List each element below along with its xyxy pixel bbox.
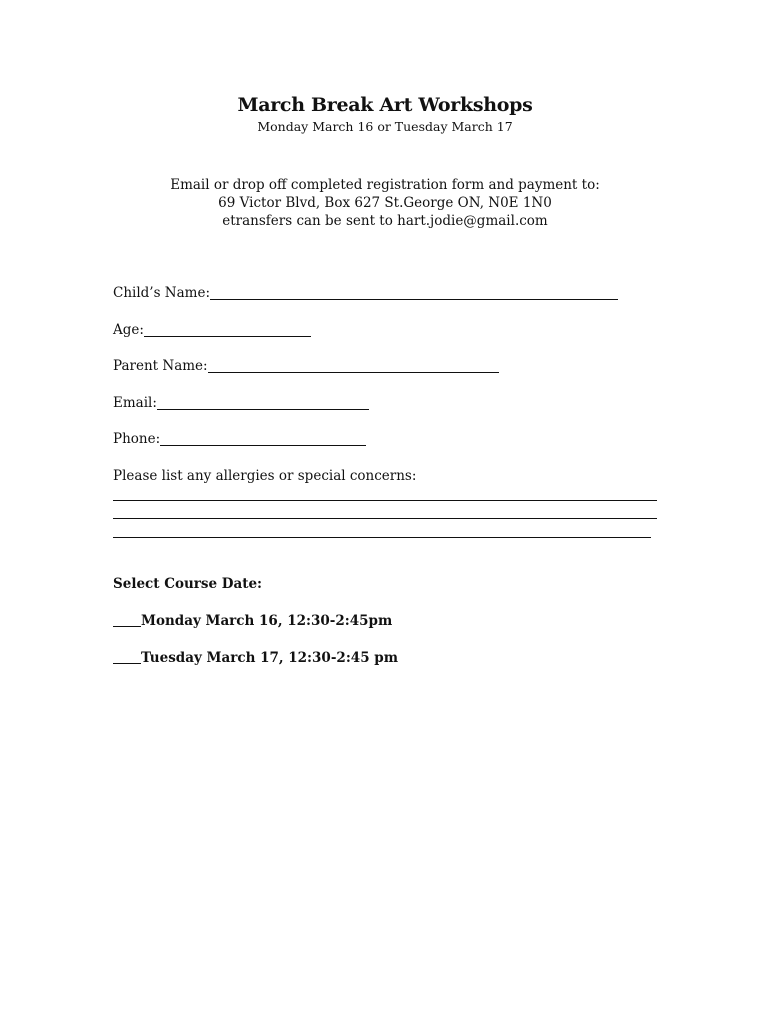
tuesday-option-label: Tuesday March 17, 12:30-2:45 pm — [141, 650, 399, 666]
parent-name-field — [113, 357, 499, 375]
page-title: March Break Art Workshops — [237, 94, 533, 116]
page-subtitle: Monday March 16 or Tuesday March 17 — [257, 119, 513, 134]
child-name-field — [113, 284, 618, 302]
age-label: Age: — [113, 322, 144, 338]
allergies-field — [113, 467, 416, 485]
allergies-line-2[interactable] — [113, 518, 657, 519]
phone-field — [113, 430, 366, 448]
age-blank[interactable] — [144, 322, 311, 337]
email-field — [113, 394, 369, 412]
instructions-etransfer: etransfers can be sent to hart.jodie@gmail.com — [222, 213, 548, 229]
instructions-address: 69 Victor Blvd, Box 627 St.George ON, N0E 1N0 — [218, 195, 552, 211]
monday-option-label: Monday March 16, 12:30-2:45pm — [141, 613, 393, 629]
course-option-tuesday — [113, 649, 398, 666]
course-date-heading: Select Course Date: — [113, 576, 263, 592]
child-name-blank[interactable] — [210, 285, 618, 300]
parent-name-label: Parent Name: — [113, 358, 208, 374]
submission-instructions — [0, 176, 770, 230]
allergies-label: Please list any allergies or special concerns: — [113, 468, 417, 484]
age-field — [113, 321, 311, 339]
allergies-line-3[interactable] — [113, 537, 651, 538]
tuesday-select-blank[interactable] — [113, 649, 141, 664]
course-option-monday — [113, 612, 392, 629]
parent-name-blank[interactable] — [208, 358, 499, 373]
child-name-label: Child’s Name: — [113, 285, 211, 301]
allergies-line-1[interactable] — [113, 500, 657, 501]
phone-blank[interactable] — [160, 431, 366, 446]
email-label: Email: — [113, 395, 157, 411]
instructions-line-1: Email or drop off completed registration form and payment to: — [170, 177, 600, 193]
email-blank[interactable] — [157, 395, 369, 410]
phone-label: Phone: — [113, 431, 161, 447]
monday-select-blank[interactable] — [113, 612, 141, 627]
